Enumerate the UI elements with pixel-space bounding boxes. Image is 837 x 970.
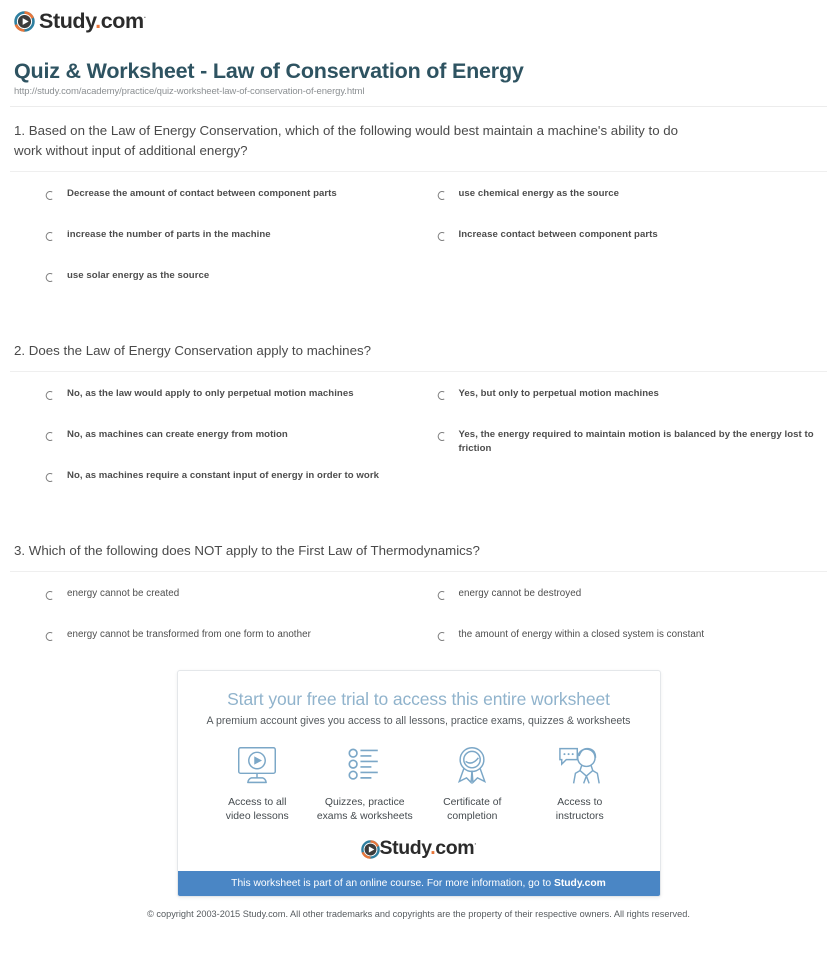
trademark-mark: ·: [143, 12, 146, 22]
feature-label-line2: instructors: [555, 810, 604, 822]
options-list-1: [10, 172, 827, 301]
option-label: use solar energy as the source: [67, 270, 210, 282]
wordmark-dot: .: [95, 9, 101, 33]
radio-icon[interactable]: [436, 188, 447, 199]
feature-label-line1: Quizzes, practice: [324, 796, 405, 808]
feature-label-line2: completion: [447, 810, 498, 822]
study-logo[interactable]: [14, 11, 146, 33]
feature-label: [311, 796, 419, 823]
promo-subtitle: A premium account gives you access to all lessons, practice exams, quizzes & worksheets: [206, 714, 631, 727]
promo-card-wrapper: [0, 660, 837, 897]
feature-label-line2: video lessons: [225, 810, 289, 822]
section-spacer: [0, 301, 837, 327]
feature-certificate: [419, 743, 527, 823]
question-text-1: 1. Based on the Law of Energy Conservation, which of the following would best maintain a machine's ability to do work without input of additional energy?: [14, 123, 679, 159]
option-2-3[interactable]: [44, 419, 436, 460]
question-block-3: [0, 527, 837, 660]
radio-icon[interactable]: [436, 229, 447, 240]
option-1-spacer: [436, 260, 828, 301]
radio-icon[interactable]: [436, 588, 447, 599]
feature-label: [526, 796, 634, 823]
option-label: Yes, the energy required to maintain motion is balanced by the energy lost to friction: [458, 429, 814, 454]
feature-video-lessons: [204, 743, 312, 823]
feature-label: [419, 796, 527, 823]
promo-title: Start your free trial to access this entire worksheet: [227, 688, 610, 709]
radio-icon[interactable]: [44, 188, 55, 199]
options-list-2: [10, 372, 827, 501]
option-label: No, as machines can create energy from motion: [67, 429, 288, 441]
option-label: Yes, but only to perpetual motion machines: [458, 388, 659, 400]
radio-icon[interactable]: [44, 588, 55, 599]
option-1-2[interactable]: [436, 178, 828, 219]
feature-label: [204, 796, 312, 823]
feature-label-line1: Certificate of: [443, 796, 502, 808]
option-label: energy cannot be destroyed: [458, 587, 582, 599]
feature-label-line1: Access to all: [228, 796, 287, 808]
feature-quizzes-worksheets: [311, 743, 419, 823]
option-label: Decrease the amount of contact between component parts: [67, 188, 337, 200]
feature-instructors: [526, 743, 634, 823]
option-1-4[interactable]: [436, 219, 828, 260]
option-3-3[interactable]: [44, 619, 436, 660]
option-3-2[interactable]: [436, 578, 828, 619]
radio-icon[interactable]: [436, 429, 447, 440]
free-trial-promo-card: [177, 670, 661, 897]
radio-icon[interactable]: [44, 229, 55, 240]
promo-header: [178, 671, 660, 727]
question-text-2: 2. Does the Law of Energy Conservation apply to machines?: [14, 343, 372, 359]
option-2-4[interactable]: [436, 419, 828, 460]
option-label: Increase contact between component parts: [458, 229, 658, 241]
radio-icon[interactable]: [436, 388, 447, 399]
question-block-1: [0, 107, 837, 301]
option-2-5[interactable]: [44, 460, 436, 501]
copyright-line-2: All rights reserved.: [613, 908, 690, 919]
page-url: http://study.com/academy/practice/quiz-worksheet-law-of-conservation-of-energy.html: [14, 86, 365, 98]
option-1-1[interactable]: [44, 178, 436, 219]
promo-study-logo[interactable]: [178, 829, 660, 871]
copyright-line-1: © copyright 2003-2015 Study.com. All other trademarks and copyrights are the property of their respective owners.: [147, 908, 612, 919]
question-block-2: [0, 327, 837, 501]
option-2-2[interactable]: [436, 378, 828, 419]
option-label: No, as the law would apply to only perpetual motion machines: [67, 388, 354, 400]
option-label: use chemical energy as the source: [458, 188, 620, 200]
option-label: No, as machines require a constant input of energy in order to work: [67, 470, 380, 482]
question-text-3: 3. Which of the following does NOT apply to the First Law of Thermodynamics?: [14, 543, 480, 559]
option-label: increase the number of parts in the machine: [67, 229, 271, 241]
checklist-icon: [311, 743, 419, 789]
brand-header: [0, 0, 837, 33]
promo-bar-link[interactable]: Study.com: [553, 877, 606, 889]
promo-bar-text: This worksheet is part of an online course. For more information, go to: [231, 877, 554, 889]
wordmark-com: com: [100, 9, 144, 33]
wordmark-study: Study: [379, 837, 431, 860]
monitor-play-icon: [204, 743, 312, 789]
trademark-mark: ·: [474, 839, 477, 849]
option-label: energy cannot be transformed from one form to another: [67, 628, 311, 640]
title-block: [0, 33, 837, 98]
feature-label-line1: Access to: [557, 796, 603, 808]
wordmark-com: com: [435, 837, 475, 860]
award-ribbon-icon: [419, 743, 527, 789]
option-1-3[interactable]: [44, 219, 436, 260]
section-spacer: [0, 501, 837, 527]
option-1-5[interactable]: [44, 260, 436, 301]
wordmark-study: Study: [39, 9, 96, 33]
wordmark-dot: .: [430, 837, 436, 860]
play-circle-icon: [14, 11, 35, 32]
page-title: Quiz & Worksheet - Law of Conservation of Energy: [14, 58, 524, 83]
radio-icon[interactable]: [44, 429, 55, 440]
option-3-1[interactable]: [44, 578, 436, 619]
instructor-chat-icon: [526, 743, 634, 789]
option-2-1[interactable]: [44, 378, 436, 419]
radio-icon[interactable]: [44, 470, 55, 481]
study-wordmark: [39, 11, 146, 33]
option-label: the amount of energy within a closed system is constant: [458, 628, 705, 640]
option-3-4[interactable]: [436, 619, 828, 660]
radio-icon[interactable]: [44, 270, 55, 281]
radio-icon[interactable]: [436, 629, 447, 640]
radio-icon[interactable]: [44, 388, 55, 399]
options-list-3: [10, 572, 827, 660]
study-wordmark: [380, 839, 477, 859]
play-circle-icon: [361, 840, 380, 859]
feature-label-line2: exams & worksheets: [316, 810, 413, 822]
promo-course-bar: [178, 871, 660, 896]
option-2-spacer: [436, 460, 828, 501]
radio-icon[interactable]: [44, 629, 55, 640]
promo-features: [178, 727, 660, 829]
copyright-notice: [0, 897, 837, 920]
option-label: energy cannot be created: [67, 587, 180, 599]
